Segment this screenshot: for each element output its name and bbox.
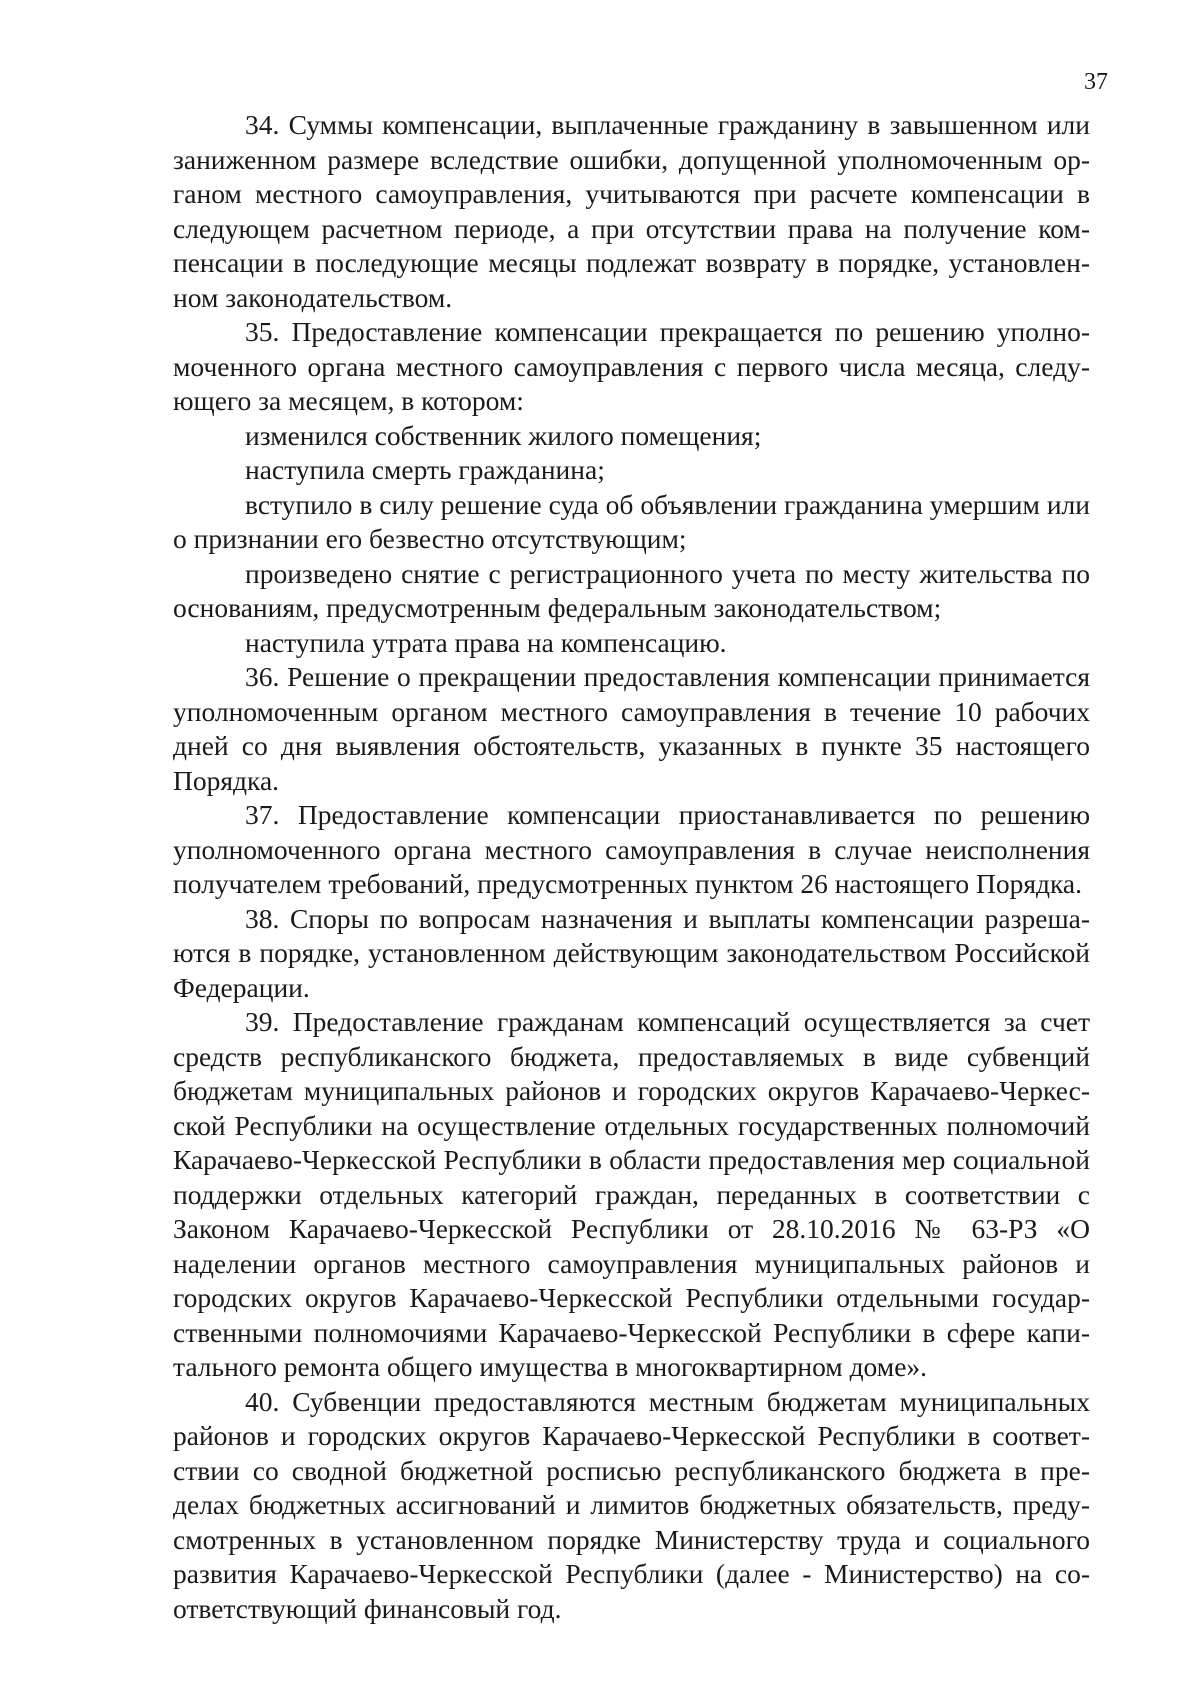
list-item-citizen-death: наступила смерть гражданина; [245,454,605,485]
paragraph-35: 35. Предоставление компенсации прекращается по решению уполномоченного органа местного самоуправления с первого числа месяца, следующего за месяцем, в котором: [173,316,1090,416]
list-item-loss-of-right: наступила утрата права на компенсацию. [245,626,727,658]
paragraph-34: 34. Суммы компенсации, выплаченные гражданину в завышенном или заниженном размере вследствие ошибки, допущенной уполномоченным органом местного самоуправления, учитываются при расчете компенсации в следующем расчетном периоде, а при отсутствии права на получение компенсации в последующие месяцы подлежат возврату в порядке, установленном законодательством. [173,109,1090,313]
list-item-owner-changed: изменился собственник жилого помещения; [245,419,762,451]
page-number: 37 [1084,69,1108,95]
paragraph-36: 36. Решение о прекращении предоставления компенсации принимается уполномоченным органом местного самоуправления в течение 10 рабочих дней со дня выявления обстоятельств, указанных в пункте 35 настоящего Порядка. [173,661,1090,796]
list-item-court-decision: вступило в силу решение суда об объявлении гражданина умершим или о признании его безвестно отсутствующим; [173,488,1090,554]
paragraph-37: 37. Предоставление компенсации приостанавливается по решению уполномоченного органа местного самоуправления в случае неисполнения получателем требований, предусмотренных пунктом 26 настоящего Порядка. [173,799,1090,899]
paragraph-40: 40. Субвенции предоставляются местным бюджетам муниципальных районов и городских округов Карачаево-Черкесской Республики в соответствии со сводной бюджетной росписью республиканского бюджета в пределах бюджетных ассигнований и лимитов бюджетных обязательств, предусмотренных в установленном порядке Министерству труда и социального развития Карачаево-Черкесской Республики (далее - Министерство) на соответствующий финансовый год. [173,1385,1090,1624]
paragraph-38: 38. Споры по вопросам назначения и выплаты компенсации разрешаются в порядке, установленном действующим законодательством Российской Федерации. [173,902,1090,1003]
document-body [173,108,1090,1626]
list-item-deregistration: произведено снятие с регистрационного учета по месту жительства по основаниям, предусмотренным федеральным законодательством; [173,557,1090,623]
paragraph-39: 39. Предоставление гражданам компенсаций осуществляется за счет средств республиканского бюджета, предоставляемых в виде субвенций бюджетам муниципальных районов и городских округов Карачаево-Черкесской Республики на осуществление отдельных государственных полномочий Карачаево-Черкесской Республики в области предоставления мер социальной поддержки отдельных категорий граждан, переданных в соответствии с Законом Карачаево-Черкесской Республики от 28.10.2016 № 63-РЗ «О наделении органов местного самоуправления муниципальных районов и городских округов Карачаево-Черкесской Республики отдельными государственными полномочиями Карачаево-Черкесской Республики в сфере капитального ремонта общего имущества в многоквартирном доме». [173,1006,1090,1382]
